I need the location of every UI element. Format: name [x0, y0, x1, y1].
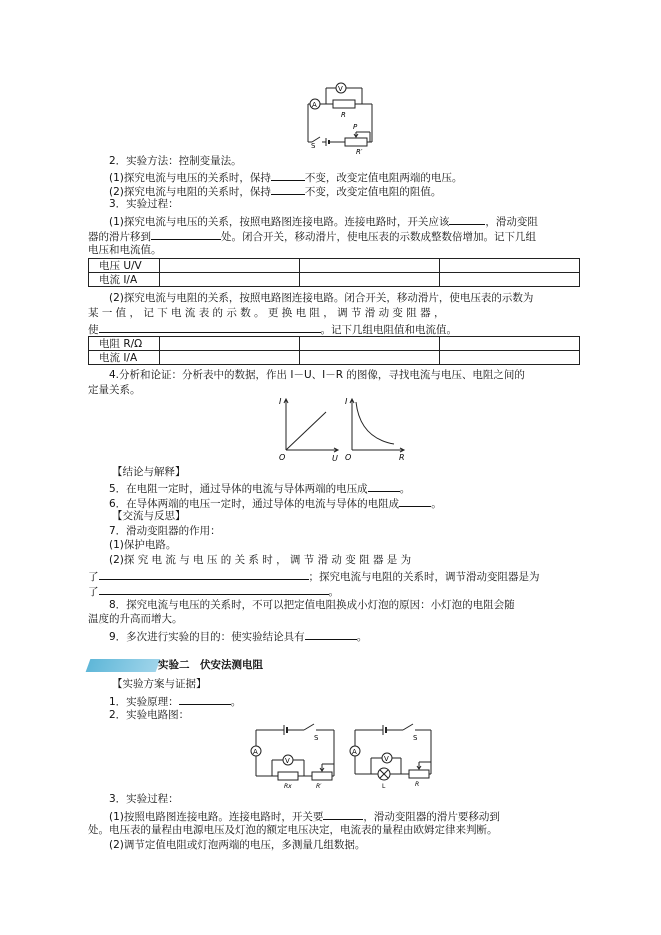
table-cell[interactable]	[440, 337, 580, 351]
rheostat-label: R	[415, 781, 420, 788]
table-cell[interactable]	[300, 337, 440, 351]
graph-r-label: R	[399, 453, 405, 462]
graph-origin-label: O	[279, 453, 286, 462]
blank-method-1[interactable]	[271, 169, 305, 181]
procedure-1-text-a: (1)探究电流与电压的关系，按照电路图连接电路。连接电路时，开关应该	[109, 216, 450, 228]
plan-heading: 【实验方案与证据】	[112, 678, 207, 690]
blank-switch-state-2[interactable]	[323, 808, 363, 820]
table-row	[89, 337, 580, 351]
procedure-2-1-line-a	[109, 808, 500, 824]
conclusion-6-text-b: 。	[431, 498, 442, 510]
procedure-1-line-b	[88, 228, 536, 244]
blank-rheostat-purpose-2[interactable]	[99, 583, 329, 595]
graph-i-u	[276, 394, 344, 462]
procedure-2-line-a: (2)探究电流与电阻的关系，按照电路图连接电路。闭合开关，移动滑片，使电压表的示数为	[109, 292, 534, 304]
conclusion-6-text-a: 6．在导体两端的电压一定时，通过导体的电流与导体的电阻成	[109, 498, 400, 510]
blank-principle[interactable]	[179, 693, 231, 705]
method-2-text-b: 不变，改变定值电阻的阻值。	[304, 186, 442, 198]
procedure-2-line-c	[88, 321, 457, 337]
resistor-label: Rx	[284, 783, 292, 790]
reflection-7-2-line-c	[88, 583, 339, 599]
analysis-line-a: 4.分析和论证：分析表中的数据，作出 I－U、I－R 的图像，寻找电流与电压、电阻之间的	[109, 369, 525, 381]
blank-conclusion-6[interactable]	[399, 495, 431, 507]
procedure-2-text-c: 使	[88, 324, 99, 336]
table-cell[interactable]	[160, 273, 300, 287]
procedure-2-text-d: 。记下几组电阻值和电流值。	[320, 324, 457, 336]
voltage-current-table	[88, 258, 580, 287]
reflection-8-line-a: 8．探究电流与电压的关系时，不可以把定值电阻换成小灯泡的原因：小灯泡的电阻会随	[109, 599, 515, 611]
switch-label: S	[413, 734, 418, 742]
principle-line	[109, 693, 241, 709]
reflection-7-2-text-c: ；探究电流与电阻的关系时，调节滑动变阻器是为	[308, 571, 540, 583]
reflection-7-line: 7．滑动变阻器的作用：	[109, 525, 221, 537]
blank-switch-state[interactable]	[449, 213, 485, 225]
procedure-1-text-b: ，滑动变阻	[485, 216, 538, 228]
method-line: 2．实验方法：控制变量法。	[109, 155, 242, 167]
procedure-2-1-text-b: ，滑动变阻器的滑片要移动到	[363, 811, 500, 823]
reflection-7-2-text-d: 了	[88, 586, 99, 598]
procedure-2-line-b: 某 一 值 ， 记 下 电 流 表 的 示 数 。 更 换 电 阻 ， 调 节 滑 动 变 阻 器 ，	[88, 307, 445, 319]
graph-i-label: I	[279, 397, 282, 406]
graph-i-label: I	[345, 397, 348, 406]
conclusion-5-text-b: 。	[399, 483, 411, 495]
analysis-line-b: 定量关系。	[88, 384, 141, 396]
circuit-diagram-2	[244, 720, 340, 790]
reflection-7-2-text-e: 。	[328, 586, 339, 598]
reflection-7-2-line-b	[88, 568, 540, 584]
switch-label: S	[311, 142, 316, 150]
table-row-label: 电流 I/A	[89, 351, 160, 365]
table-row	[89, 273, 580, 287]
table-cell[interactable]	[300, 273, 440, 287]
table-cell[interactable]	[440, 273, 580, 287]
voltmeter-label: V	[285, 757, 290, 765]
reflection-7-2-text-b: 了	[88, 571, 99, 583]
method-1-text-b: 不变，改变定值电阻两端的电压。	[304, 172, 463, 184]
inverse-curve	[356, 402, 394, 444]
table-row	[89, 259, 580, 273]
conclusion-5-line	[109, 480, 410, 496]
table-cell[interactable]	[160, 259, 300, 273]
table-row	[89, 351, 580, 365]
reflection-9-text-a: 9．多次进行实验的目的：使实验结论具有	[109, 631, 305, 643]
blank-slider-position[interactable]	[151, 228, 221, 240]
procedure-heading: 3．实验过程：	[109, 198, 179, 210]
rheostat-label: R′	[356, 148, 363, 156]
slider-label: P	[353, 123, 358, 131]
lamp-label: L	[382, 783, 386, 790]
circuit-diagram-3	[345, 720, 437, 790]
voltmeter-label: V	[338, 85, 343, 93]
blank-method-2[interactable]	[271, 183, 305, 195]
conclusion-heading: 【结论与解释】	[112, 466, 186, 478]
table-cell[interactable]	[300, 259, 440, 273]
procedure-1-line-a	[109, 213, 538, 229]
circuit-heading: 2．实验电路图：	[109, 709, 190, 721]
procedure-2-1-line-b: 处。电压表的量程由电源电压及灯泡的额定电压决定，电流表的量程由欧姆定律来判断。	[88, 824, 498, 836]
principle-text-b: 。	[230, 696, 242, 708]
table-row-label: 电流 I/A	[89, 273, 160, 287]
ammeter-label: A	[312, 101, 317, 109]
graph-u-label: U	[332, 454, 338, 463]
rheostat-label: R′	[316, 783, 322, 790]
ammeter-label: A	[253, 748, 258, 756]
procedure-1-text-d: 处。闭合开关，移动滑片，使电压表的示数成整数倍增加。记下几组	[221, 231, 536, 243]
reflection-heading: 【交流与反思】	[112, 510, 186, 522]
table-cell[interactable]	[160, 337, 300, 351]
circuit-diagram-1	[300, 76, 380, 154]
resistance-current-table	[88, 336, 580, 365]
reflection-9-text-b: 。	[356, 631, 368, 643]
table-cell[interactable]	[300, 351, 440, 365]
reflection-9-line	[109, 628, 367, 644]
reflection-8-line-b: 温度的升高而增大。	[88, 613, 183, 625]
experiment-2-title: 实验二 伏安法测电阻	[158, 659, 263, 671]
table-row-label: 电压 U/V	[89, 259, 160, 273]
section-banner	[86, 659, 161, 672]
table-row-label: 电阻 R/Ω	[89, 337, 160, 351]
procedure-1-text-c: 器的滑片移到	[88, 231, 151, 243]
resistor-label: R	[341, 111, 346, 119]
procedure-1-line-c: 电压和电流值。	[88, 244, 162, 256]
ammeter-label: A	[352, 748, 357, 756]
reflection-7-2-line-a: (2)探 究 电 流 与 电 压 的 关 系 时 ， 调 节 滑 动 变 阻 器 是 为	[109, 554, 412, 566]
switch-label: S	[314, 734, 319, 742]
blank-keep-voltage[interactable]	[99, 321, 321, 333]
principle-text-a: 1．实验原理：	[109, 696, 179, 708]
proportional-line	[286, 412, 326, 450]
reflection-7-1-line: (1)保护电路。	[109, 539, 177, 551]
table-cell[interactable]	[440, 259, 580, 273]
graph-i-r	[342, 394, 412, 462]
blank-conclusion-5[interactable]	[368, 480, 400, 492]
procedure-2-1-text-a: (1)按照电路图连接电路。连接电路时，开关要	[109, 811, 324, 823]
procedure-2-heading: 3．实验过程：	[109, 793, 179, 805]
blank-rheostat-purpose-1[interactable]	[99, 568, 309, 580]
table-cell[interactable]	[440, 351, 580, 365]
procedure-2-2-line: (2)调节定值电阻或灯泡两端的电压，多测量几组数据。	[109, 839, 366, 851]
graph-origin-label: O	[345, 453, 352, 462]
blank-purpose[interactable]	[305, 628, 357, 640]
method-1-text-a: (1)探究电流与电压的关系时，保持	[109, 172, 271, 184]
table-cell[interactable]	[160, 351, 300, 365]
conclusion-5-text-a: 5．在电阻一定时，通过导体的电流与导体两端的电压成	[109, 483, 368, 495]
method-2-text-a: (2)探究电流与电阻的关系时，保持	[109, 186, 271, 198]
voltmeter-label: V	[384, 755, 389, 763]
